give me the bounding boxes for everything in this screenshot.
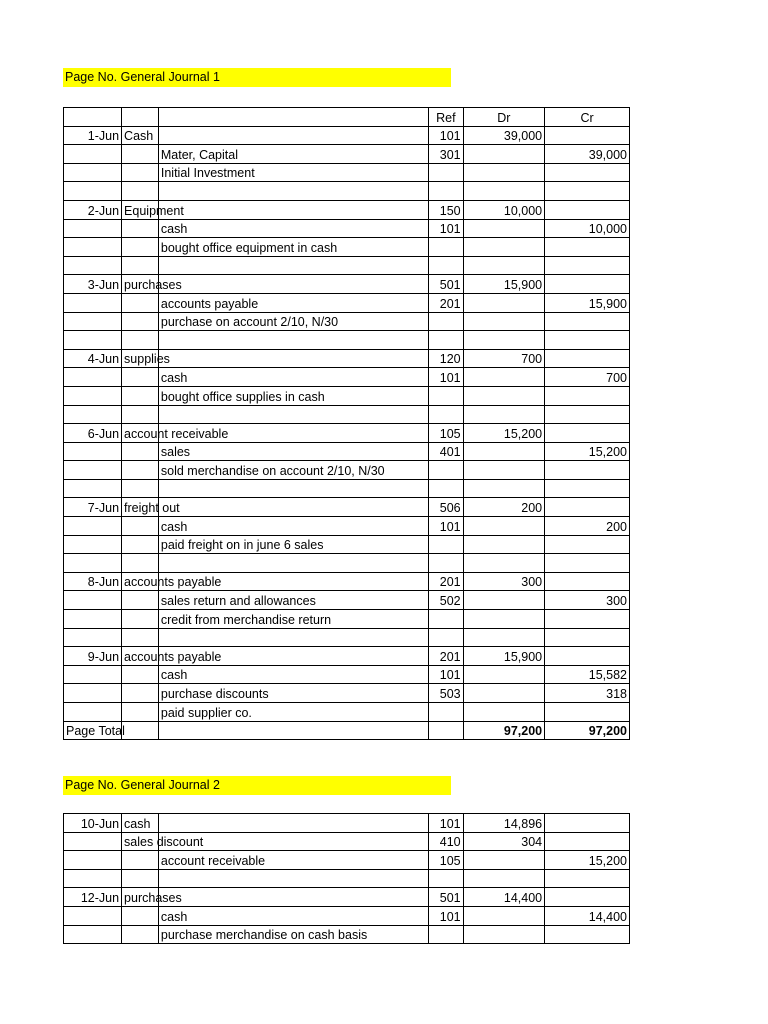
date-cell	[64, 906, 122, 925]
credit-cell	[545, 275, 630, 294]
sub-account-cell	[158, 554, 428, 573]
debit-cell: 14,400	[463, 888, 544, 907]
journal-row	[64, 126, 630, 145]
sub-account-cell: purchase on account 2/10, N/30	[158, 312, 428, 331]
debit-cell	[463, 925, 544, 944]
journal-row	[64, 256, 630, 275]
credit-cell	[545, 126, 630, 145]
debit-cell: 700	[463, 349, 544, 368]
journal-row	[64, 906, 630, 925]
journal-row	[64, 349, 630, 368]
page-total-row	[64, 721, 630, 740]
sub-account-cell	[158, 888, 428, 907]
ref-cell	[429, 610, 464, 629]
ref-cell: 101	[429, 517, 464, 536]
ref-cell: 101	[429, 368, 464, 387]
account-cell: sales discount	[122, 832, 159, 851]
debit-cell	[463, 869, 544, 888]
date-cell: 6-Jun	[64, 424, 122, 443]
debit-cell	[463, 368, 544, 387]
date-cell: 10-Jun	[64, 814, 122, 833]
sub-account-cell: bought office equipment in cash	[158, 238, 428, 257]
ref-cell: 506	[429, 498, 464, 517]
date-cell	[64, 312, 122, 331]
account-cell	[122, 293, 159, 312]
date-cell	[64, 479, 122, 498]
sub-account-cell: cash	[158, 517, 428, 536]
sub-account-cell: credit from merchandise return	[158, 610, 428, 629]
credit-cell: 15,582	[545, 665, 630, 684]
journal-row	[64, 312, 630, 331]
sub-account-cell	[158, 256, 428, 275]
journal-row	[64, 591, 630, 610]
journal-row	[64, 869, 630, 888]
debit-cell	[463, 312, 544, 331]
account-cell: Equipment	[122, 200, 159, 219]
debit-cell	[463, 442, 544, 461]
empty-cell	[122, 721, 159, 740]
sub-account-cell	[158, 275, 428, 294]
credit-cell	[545, 925, 630, 944]
ref-cell: 502	[429, 591, 464, 610]
credit-cell	[545, 461, 630, 480]
ref-cell	[429, 869, 464, 888]
ref-cell: 501	[429, 275, 464, 294]
ref-cell: Ref	[429, 108, 464, 127]
account-cell	[122, 238, 159, 257]
account-cell: purchases	[122, 888, 159, 907]
date-cell	[64, 461, 122, 480]
sub-account-cell	[158, 479, 428, 498]
sub-account-cell: cash	[158, 665, 428, 684]
debit-cell	[463, 517, 544, 536]
credit-cell: 15,200	[545, 442, 630, 461]
debit-cell	[463, 461, 544, 480]
credit-cell: 15,200	[545, 851, 630, 870]
account-cell	[122, 442, 159, 461]
account-cell	[122, 591, 159, 610]
debit-cell	[463, 405, 544, 424]
debit-cell	[463, 684, 544, 703]
date-cell	[64, 535, 122, 554]
account-cell: freight out	[122, 498, 159, 517]
account-cell: cash	[122, 814, 159, 833]
journal-row	[64, 424, 630, 443]
credit-cell	[545, 647, 630, 666]
ref-cell: 105	[429, 424, 464, 443]
journal-row	[64, 145, 630, 164]
ref-cell	[429, 554, 464, 573]
account-cell	[122, 405, 159, 424]
sub-account-cell: purchase merchandise on cash basis	[158, 925, 428, 944]
ref-cell	[429, 628, 464, 647]
total-credit-cell: 97,200	[545, 721, 630, 740]
account-cell: purchases	[122, 275, 159, 294]
ref-cell: 201	[429, 647, 464, 666]
date-cell	[64, 851, 122, 870]
journal-row	[64, 703, 630, 722]
page-total-label: Page Total	[64, 721, 122, 740]
account-cell	[122, 182, 159, 201]
date-cell	[64, 665, 122, 684]
journal-row	[64, 647, 630, 666]
date-cell	[64, 703, 122, 722]
debit-cell	[463, 163, 544, 182]
credit-cell: 318	[545, 684, 630, 703]
account-cell	[122, 851, 159, 870]
debit-cell	[463, 554, 544, 573]
credit-cell	[545, 331, 630, 350]
credit-cell	[545, 888, 630, 907]
journal-row	[64, 182, 630, 201]
journal-row	[64, 554, 630, 573]
sub-account-cell	[158, 814, 428, 833]
sub-account-cell: account receivable	[158, 851, 428, 870]
credit-cell	[545, 163, 630, 182]
ref-cell	[429, 182, 464, 201]
general-journal-2-table	[63, 813, 630, 944]
account-cell	[122, 219, 159, 238]
account-cell: accounts payable	[122, 572, 159, 591]
credit-cell	[545, 424, 630, 443]
account-cell	[122, 368, 159, 387]
credit-cell: 39,000	[545, 145, 630, 164]
credit-cell	[545, 554, 630, 573]
account-cell	[122, 331, 159, 350]
credit-cell	[545, 869, 630, 888]
date-cell	[64, 628, 122, 647]
date-cell: 1-Jun	[64, 126, 122, 145]
debit-cell	[463, 386, 544, 405]
sub-account-cell: Mater, Capital	[158, 145, 428, 164]
ref-cell: 410	[429, 832, 464, 851]
date-cell: 8-Jun	[64, 572, 122, 591]
sub-account-cell: sold merchandise on account 2/10, N/30	[158, 461, 428, 480]
debit-cell	[463, 479, 544, 498]
empty-cell	[429, 721, 464, 740]
journal-row	[64, 665, 630, 684]
account-cell	[122, 479, 159, 498]
ref-cell: 101	[429, 665, 464, 684]
sub-account-cell: accounts payable	[158, 293, 428, 312]
sub-account-cell	[158, 200, 428, 219]
sub-account-cell	[158, 869, 428, 888]
account-cell	[122, 461, 159, 480]
date-cell	[64, 925, 122, 944]
account-cell	[122, 628, 159, 647]
credit-cell	[545, 238, 630, 257]
credit-cell: 15,900	[545, 293, 630, 312]
journal-row	[64, 331, 630, 350]
debit-cell	[463, 591, 544, 610]
credit-cell	[545, 572, 630, 591]
account-cell	[122, 108, 159, 127]
journal-row	[64, 386, 630, 405]
debit-cell	[463, 331, 544, 350]
credit-cell	[545, 405, 630, 424]
account-cell	[122, 869, 159, 888]
credit-cell	[545, 703, 630, 722]
debit-cell	[463, 535, 544, 554]
date-cell: 7-Jun	[64, 498, 122, 517]
sub-account-cell: cash	[158, 368, 428, 387]
sub-account-cell	[158, 498, 428, 517]
date-cell	[64, 238, 122, 257]
account-cell	[122, 684, 159, 703]
date-cell: 3-Jun	[64, 275, 122, 294]
debit-cell: 300	[463, 572, 544, 591]
debit-cell	[463, 665, 544, 684]
ref-cell: 101	[429, 219, 464, 238]
account-cell	[122, 665, 159, 684]
ref-cell: 503	[429, 684, 464, 703]
date-cell	[64, 869, 122, 888]
credit-cell	[545, 386, 630, 405]
debit-cell	[463, 628, 544, 647]
account-cell	[122, 925, 159, 944]
date-cell	[64, 331, 122, 350]
ref-cell: 101	[429, 814, 464, 833]
journal-row	[64, 293, 630, 312]
sub-account-cell	[158, 182, 428, 201]
date-cell: 4-Jun	[64, 349, 122, 368]
credit-cell	[545, 610, 630, 629]
date-cell	[64, 591, 122, 610]
account-cell	[122, 312, 159, 331]
debit-cell: 10,000	[463, 200, 544, 219]
ref-cell: 120	[429, 349, 464, 368]
date-cell: 12-Jun	[64, 888, 122, 907]
sub-account-cell	[158, 349, 428, 368]
date-cell	[64, 405, 122, 424]
journal-row	[64, 610, 630, 629]
ref-cell: 105	[429, 851, 464, 870]
debit-cell	[463, 145, 544, 164]
date-cell	[64, 163, 122, 182]
sub-account-cell	[158, 331, 428, 350]
credit-cell	[545, 312, 630, 331]
date-cell	[64, 517, 122, 536]
journal-row	[64, 888, 630, 907]
column-header-row	[64, 108, 630, 127]
ref-cell	[429, 405, 464, 424]
ref-cell	[429, 479, 464, 498]
account-cell	[122, 703, 159, 722]
debit-cell: 15,200	[463, 424, 544, 443]
account-cell	[122, 256, 159, 275]
sub-account-cell: paid supplier co.	[158, 703, 428, 722]
credit-cell	[545, 814, 630, 833]
date-cell	[64, 182, 122, 201]
date-cell	[64, 219, 122, 238]
journal-row	[64, 219, 630, 238]
credit-cell	[545, 832, 630, 851]
date-cell	[64, 386, 122, 405]
ref-cell	[429, 535, 464, 554]
journal-row	[64, 684, 630, 703]
account-cell	[122, 145, 159, 164]
account-cell	[122, 386, 159, 405]
journal-row	[64, 498, 630, 517]
credit-cell	[545, 535, 630, 554]
ref-cell: 301	[429, 145, 464, 164]
debit-cell	[463, 238, 544, 257]
credit-cell: 700	[545, 368, 630, 387]
journal-row	[64, 628, 630, 647]
journal-row	[64, 442, 630, 461]
debit-cell	[463, 851, 544, 870]
date-cell	[64, 442, 122, 461]
account-cell: accounts payable	[122, 647, 159, 666]
journal-1-page-header: Page No. General Journal 1	[63, 68, 451, 87]
ref-cell: 101	[429, 126, 464, 145]
sub-account-cell: Initial Investment	[158, 163, 428, 182]
ref-cell	[429, 386, 464, 405]
sub-account-cell: sales	[158, 442, 428, 461]
debit-cell: 15,900	[463, 647, 544, 666]
debit-cell: 39,000	[463, 126, 544, 145]
date-cell	[64, 832, 122, 851]
date-cell	[64, 610, 122, 629]
debit-cell: 200	[463, 498, 544, 517]
ref-cell	[429, 925, 464, 944]
credit-cell: 300	[545, 591, 630, 610]
credit-cell: 10,000	[545, 219, 630, 238]
journal-row	[64, 517, 630, 536]
date-cell: 2-Jun	[64, 200, 122, 219]
credit-cell	[545, 498, 630, 517]
account-cell	[122, 535, 159, 554]
account-cell: account receivable	[122, 424, 159, 443]
journal-row	[64, 368, 630, 387]
journal-row	[64, 572, 630, 591]
date-cell	[64, 256, 122, 275]
general-journal-1-table	[63, 107, 630, 740]
journal-row	[64, 200, 630, 219]
total-debit-cell: 97,200	[463, 721, 544, 740]
journal-row	[64, 163, 630, 182]
date-cell	[64, 554, 122, 573]
ref-cell: 201	[429, 572, 464, 591]
ref-cell	[429, 238, 464, 257]
account-cell: supplies	[122, 349, 159, 368]
sub-account-cell	[158, 405, 428, 424]
journal-row	[64, 238, 630, 257]
debit-cell	[463, 219, 544, 238]
ref-cell	[429, 461, 464, 480]
debit-cell	[463, 703, 544, 722]
date-cell	[64, 293, 122, 312]
sub-account-cell: sales return and allowances	[158, 591, 428, 610]
credit-cell	[545, 256, 630, 275]
journal-row	[64, 461, 630, 480]
ref-cell: 401	[429, 442, 464, 461]
sub-account-cell	[158, 108, 428, 127]
journal-row	[64, 925, 630, 944]
account-cell	[122, 906, 159, 925]
journal-row	[64, 479, 630, 498]
debit-cell	[463, 293, 544, 312]
journal-row	[64, 405, 630, 424]
journal-row	[64, 814, 630, 833]
sub-account-cell: cash	[158, 219, 428, 238]
date-cell	[64, 145, 122, 164]
debit-cell: 15,900	[463, 275, 544, 294]
debit-cell	[463, 256, 544, 275]
journal-row	[64, 275, 630, 294]
ref-cell	[429, 256, 464, 275]
debit-cell: Dr	[463, 108, 544, 127]
debit-cell	[463, 906, 544, 925]
credit-cell	[545, 628, 630, 647]
account-cell	[122, 517, 159, 536]
ref-cell	[429, 312, 464, 331]
ref-cell: 101	[429, 906, 464, 925]
credit-cell	[545, 200, 630, 219]
sub-account-cell	[158, 628, 428, 647]
credit-cell: 200	[545, 517, 630, 536]
credit-cell	[545, 479, 630, 498]
credit-cell	[545, 182, 630, 201]
ref-cell: 201	[429, 293, 464, 312]
sub-account-cell: purchase discounts	[158, 684, 428, 703]
debit-cell	[463, 182, 544, 201]
sub-account-cell	[158, 126, 428, 145]
date-cell	[64, 108, 122, 127]
account-cell	[122, 554, 159, 573]
account-cell	[122, 163, 159, 182]
journal-2-page-header: Page No. General Journal 2	[63, 776, 451, 795]
credit-cell: 14,400	[545, 906, 630, 925]
sub-account-cell: paid freight on in june 6 sales	[158, 535, 428, 554]
sub-account-cell: cash	[158, 906, 428, 925]
debit-cell	[463, 610, 544, 629]
ref-cell	[429, 331, 464, 350]
credit-cell	[545, 349, 630, 368]
journal-row	[64, 535, 630, 554]
sub-account-cell: bought office supplies in cash	[158, 386, 428, 405]
empty-cell	[158, 721, 428, 740]
date-cell	[64, 368, 122, 387]
credit-cell: Cr	[545, 108, 630, 127]
journal-row	[64, 851, 630, 870]
date-cell	[64, 684, 122, 703]
debit-cell: 304	[463, 832, 544, 851]
ref-cell	[429, 163, 464, 182]
debit-cell: 14,896	[463, 814, 544, 833]
journal-row	[64, 832, 630, 851]
date-cell: 9-Jun	[64, 647, 122, 666]
ref-cell: 501	[429, 888, 464, 907]
account-cell	[122, 610, 159, 629]
ref-cell: 150	[429, 200, 464, 219]
ref-cell	[429, 703, 464, 722]
account-cell: Cash	[122, 126, 159, 145]
